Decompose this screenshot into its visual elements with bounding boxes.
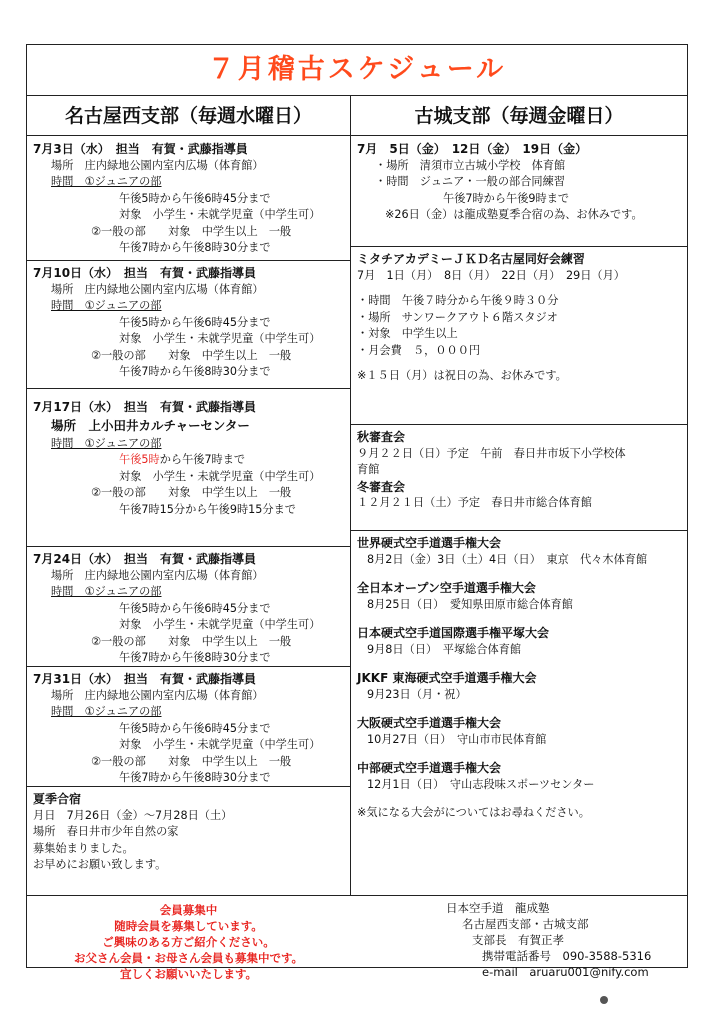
- block-general: ②一般の部 対象 中学生以上 一般: [91, 634, 292, 648]
- block-time-label: 時間 ①ジュニアの部: [51, 175, 162, 188]
- contact-phone: 携帯電話番号 090-3588-5316: [482, 949, 652, 963]
- block-general: ②一般の部 対象 中学生以上 一般: [91, 348, 292, 362]
- block-time-label: 時間 ①ジュニアの部: [51, 299, 162, 312]
- block-junior-target: 対象 小学生・未就学児童（中学生可）: [119, 208, 321, 221]
- block-general-time: 午後7時から午後8時30分まで: [119, 771, 271, 784]
- event-name: 大阪硬式空手道選手権大会: [357, 716, 502, 730]
- block-head: 7月3日（水） 担当 有賀・武藤指導員: [33, 142, 248, 156]
- block-general-time: 午後7時15分から午後9時15分まで: [119, 502, 296, 516]
- block-head: 7月24日（水） 担当 有賀・武藤指導員: [33, 552, 257, 566]
- schedule-block-0710: [27, 261, 350, 389]
- events-note: ※気になる大会がについてはお尋ねください。: [357, 806, 590, 819]
- scan-dot: [600, 996, 608, 1004]
- exam-winter-head: 冬審査会: [357, 479, 406, 494]
- block-time-label: 時間 ①ジュニアの部: [51, 705, 162, 718]
- block-junior-target: 対象 小学生・未就学児童（中学生可）: [119, 618, 321, 631]
- block-place: 場所 庄内緑地公園内室内広場（体育館）: [51, 282, 264, 296]
- block-time-label: 時間 ①ジュニアの部: [51, 585, 162, 598]
- block-junior-time: 午後5時から午後6時45分まで: [119, 721, 271, 735]
- exam-autumn-detail-cont: 育館: [357, 463, 380, 476]
- block-junior-target: 対象 小学生・未就学児童（中学生可）: [119, 469, 321, 483]
- block-place: 場所 庄内緑地公園内室内広場（体育館）: [51, 158, 264, 172]
- block-place: 場所 上小田井カルチャーセンター: [51, 417, 250, 433]
- recruit-block: [27, 896, 350, 981]
- block-junior-time: 午後5時から午後6時45分まで: [119, 191, 271, 205]
- block-general-time: 午後7時から午後8時30分まで: [119, 365, 271, 378]
- event-name: 全日本オープン空手道選手権大会: [357, 581, 536, 595]
- right-column-header: 古城支部（毎週金曜日）: [350, 96, 687, 136]
- block-head: 7月17日（水） 担当 有賀・武藤指導員: [33, 400, 257, 414]
- recruit-line-3: ご興味のある方ご紹介ください。: [102, 935, 275, 949]
- event-name: JKKF 東海硬式空手道選手権大会: [357, 671, 537, 685]
- contact-email: e-mail aruaru001@nify.com: [482, 965, 649, 979]
- mitachi-dates: 7月 1日（月） 8日（月） 22日（月） 29日（月）: [357, 268, 625, 282]
- block-time-label: 時間 ①ジュニアの部: [51, 436, 162, 450]
- exam-winter-detail: １２月２１日（土）予定 春日井市総合体育館: [357, 496, 592, 509]
- event-detail: 9月8日（日） 平塚総合体育館: [367, 642, 522, 656]
- event-detail: 8月2日（金）3日（土）4日（日） 東京 代々木体育館: [367, 552, 648, 566]
- mitachi-head: ミタチアカデミーＪＫＤ名古屋同好会練習: [357, 252, 585, 266]
- page-title: ７月稽古スケジュール: [27, 45, 687, 96]
- schedule-block-0724: [27, 547, 350, 667]
- mitachi-place: ・場所 サンワークアウト６階スタジオ: [357, 310, 558, 324]
- contact-chief: 支部長 有賀正孝: [472, 933, 564, 947]
- recruit-line-4: お父さん会員・お母さん会員も募集中です。: [73, 951, 304, 965]
- contact-org: 日本空手道 龍成塾: [446, 901, 550, 915]
- exam-autumn-head: 秋審査会: [357, 430, 406, 444]
- recruit-line-5: 宜しくお願いいたします。: [119, 967, 258, 981]
- block-head: 7月10日（水） 担当 有賀・武藤指導員: [33, 266, 257, 280]
- summer-line-2: お早めにお願い致します。: [33, 858, 167, 871]
- event-name: 日本硬式空手道国際選手権平塚大会: [357, 626, 550, 640]
- schedule-block-0717: [27, 389, 350, 547]
- block-junior-target: 対象 小学生・未就学児童（中学生可）: [119, 738, 321, 751]
- block-general: ②一般の部 対象 中学生以上 一般: [91, 224, 292, 238]
- mitachi-block: [350, 247, 687, 425]
- mitachi-fee: ・月会費 ５，０００円: [357, 343, 481, 357]
- block-junior-time: [33, 452, 344, 469]
- block-junior-target: 対象 小学生・未就学児童（中学生可）: [119, 332, 321, 345]
- kojo-time: ・時間 ジュニア・一般の部合同練習: [375, 175, 565, 188]
- exam-autumn-detail: ９月２２日（日）予定 午前 春日井市坂下小学校体: [357, 446, 626, 460]
- event-name: 中部硬式空手道選手権大会: [357, 761, 502, 775]
- block-head: 7月31日（水） 担当 有賀・武藤指導員: [33, 672, 257, 686]
- recruit-line-2: 随時会員を募集しています。: [114, 919, 263, 933]
- kojo-place: ・場所 清須市立古城小学校 体育館: [375, 158, 566, 172]
- event-detail: 8月25日（日） 愛知県田原市総合体育館: [367, 597, 573, 611]
- summer-place: 場所 春日井市少年自然の家: [33, 825, 179, 838]
- block-general: ②一般の部 対象 中学生以上 一般: [91, 754, 292, 768]
- schedule-block-0703: [27, 137, 350, 261]
- block-junior-time: 午後5時から午後6時45分まで: [119, 601, 271, 615]
- contact-block: [350, 896, 687, 979]
- event-detail: 9月23日（月・祝）: [367, 687, 467, 701]
- summer-camp-block: [27, 787, 350, 896]
- left-column-header: 名古屋西支部（毎週水曜日）: [27, 96, 350, 136]
- schedule-sheet: [26, 44, 688, 981]
- contact-branch: 名古屋西支部・古城支部: [462, 917, 589, 931]
- block-place: 場所 庄内緑地公園内室内広場（体育館）: [51, 568, 264, 582]
- block-general-time: 午後7時から午後8時30分まで: [119, 651, 271, 664]
- schedule-block-0731: [27, 667, 350, 787]
- exam-block: [350, 425, 687, 531]
- block-place: 場所 庄内緑地公園内室内広場（体育館）: [51, 688, 264, 702]
- kojo-head: 7月 5日（金） 12日（金） 19日（金）: [357, 142, 588, 156]
- event-detail: 10月27日（日） 守山市市民体育館: [367, 732, 547, 746]
- events-block: [350, 531, 687, 896]
- summer-head: 夏季合宿: [33, 792, 82, 806]
- event-detail: 12月1日（日） 守山志段味スポーツセンター: [367, 777, 595, 791]
- block-general: ②一般の部 対象 中学生以上 一般: [91, 486, 292, 499]
- kojo-time-range: 午後7時から午後9時まで: [443, 191, 570, 205]
- kojo-note: ※26日（金）は龍成塾夏季合宿の為、お休みです。: [385, 208, 643, 221]
- mitachi-time: ・時間 午後７時分から午後９時３０分: [357, 294, 559, 307]
- junior-time-start: 午後5時: [119, 453, 160, 466]
- mitachi-note: ※１５日（月）は祝日の為、お休みです。: [357, 369, 567, 382]
- mitachi-target: ・対象 中学生以上: [357, 327, 458, 340]
- block-general-time: 午後7時から午後8時30分まで: [119, 241, 271, 254]
- junior-time-end: から午後7時まで: [159, 453, 246, 466]
- summer-line-1: 募集始まりました。: [33, 841, 134, 855]
- kojo-block: [350, 137, 687, 247]
- summer-date: 月日 7月26日（金）〜7月28日（土）: [33, 808, 233, 822]
- block-junior-time: 午後5時から午後6時45分まで: [119, 315, 271, 329]
- event-name: 世界硬式空手道選手権大会: [357, 536, 502, 550]
- recruit-line-1: 会員募集中: [159, 903, 218, 917]
